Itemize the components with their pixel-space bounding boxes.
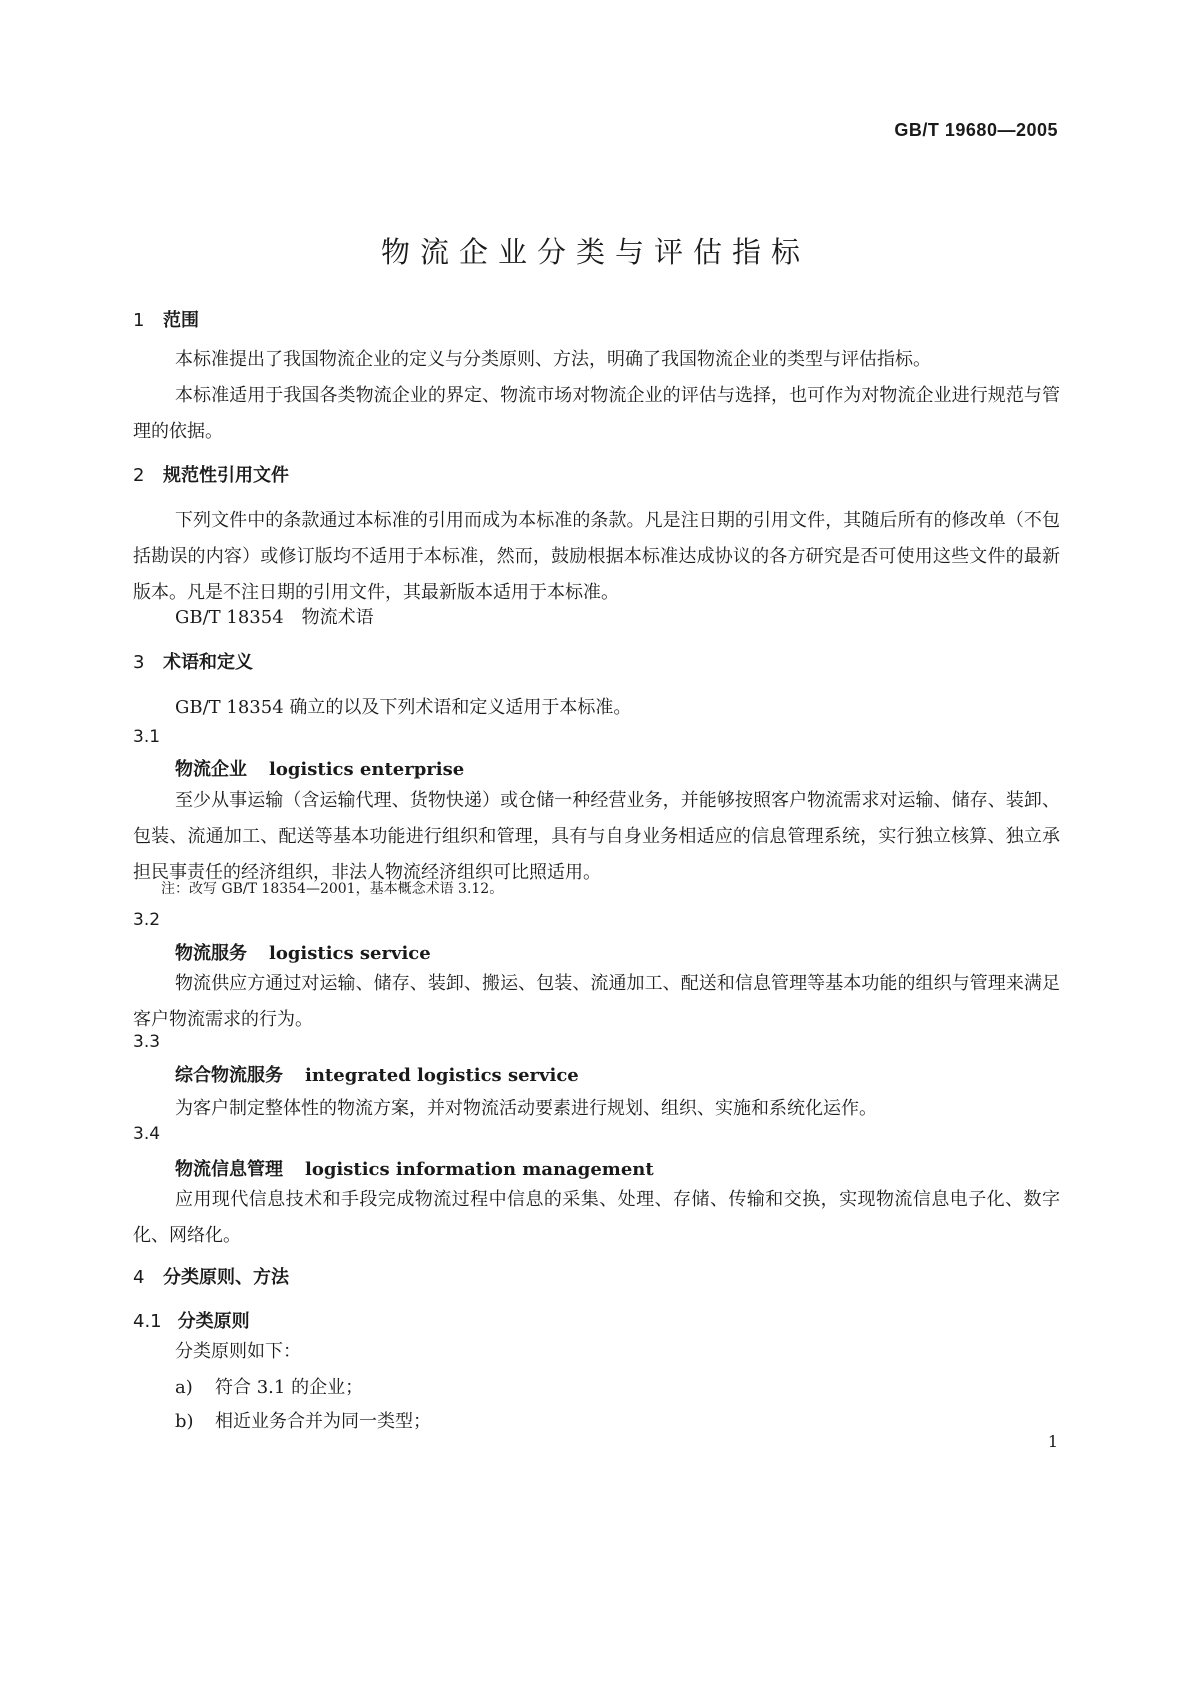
section-title: 范围 (163, 310, 199, 331)
term-en: integrated logistics service (305, 1065, 579, 1086)
section-number: 3 (133, 652, 145, 673)
term-zh: 物流信息管理 (175, 1159, 283, 1180)
section-title: 术语和定义 (163, 652, 253, 673)
paragraph: 分类原则如下： (175, 1341, 301, 1362)
subsection-number: 4.1 (133, 1311, 162, 1332)
note: 注：改写 GB/T 18354—2001，基本概念术语 3.12。 (161, 881, 504, 897)
standard-code: GB/T 19680—2005 (894, 120, 1058, 140)
term-en: logistics enterprise (269, 759, 465, 780)
paragraph: GB/T 18354 确立的以及下列术语和定义适用于本标准。 (175, 697, 632, 718)
term-number: 3.4 (133, 1124, 161, 1144)
term-number: 3.2 (133, 910, 161, 930)
section-heading-4 (133, 1263, 289, 1289)
term-definition: 为客户制定整体性的物流方案，并对物流活动要素进行规划、组织、实施和系统化运作。 (175, 1098, 877, 1119)
subsection-heading (133, 1307, 250, 1333)
term-heading (175, 1061, 579, 1087)
term-en: logistics service (269, 943, 431, 964)
section-heading-2 (133, 461, 289, 487)
list-item-text: 符合 3.1 的企业； (215, 1377, 364, 1398)
term-number: 3.1 (133, 727, 161, 747)
term-en: logistics information management (305, 1159, 654, 1180)
list-item (175, 1373, 363, 1399)
section-heading-3 (133, 648, 253, 674)
list-marker: b) (175, 1411, 194, 1432)
list-item-text: 相近业务合并为同一类型； (215, 1411, 431, 1432)
term-definition: 至少从事运输（含运输代理、货物快递）或仓储一种经营业务，并能够按照客户物流需求对运输、储存、装卸、包装、流通加工、配送等基本功能进行组织和管理，具有与自身业务相适应的信息管理系统，实行独立核算、独立承担民事责任的经济组织，非法人物流经济组织可比照适用。 (133, 790, 1060, 883)
term-heading (175, 755, 464, 781)
term-zh: 综合物流服务 (175, 1065, 283, 1086)
term-zh: 物流服务 (175, 943, 247, 964)
section-number: 2 (133, 465, 145, 486)
term-zh: 物流企业 (175, 759, 247, 780)
normative-reference: GB/T 18354 物流术语 (175, 607, 374, 628)
subsection-title: 分类原则 (177, 1311, 250, 1332)
term-number: 3.3 (133, 1032, 161, 1052)
section-heading-1 (133, 306, 199, 332)
paragraph: 下列文件中的条款通过本标准的引用而成为本标准的条款。凡是注日期的引用文件，其随后所有的修改单（不包括勘误的内容）或修订版均不适用于本标准，然而，鼓励根据本标准达成协议的各方研究是否可使用这些文件的最新版本。凡是不注日期的引用文件，其最新版本适用于本标准。 (133, 510, 1060, 603)
paragraph: 本标准适用于我国各类物流企业的界定、物流市场对物流企业的评估与选择，也可作为对物流企业进行规范与管理的依据。 (133, 385, 1060, 442)
paragraph: 本标准提出了我国物流企业的定义与分类原则、方法，明确了我国物流企业的类型与评估指标。 (175, 349, 931, 370)
term-definition: 物流供应方通过对运输、储存、装卸、搬运、包装、流通加工、配送和信息管理等基本功能的组织与管理来满足客户物流需求的行为。 (133, 973, 1060, 1030)
term-heading (175, 1155, 654, 1181)
term-definition: 应用现代信息技术和手段完成物流过程中信息的采集、处理、存储、传输和交换，实现物流信息电子化、数字化、网络化。 (133, 1189, 1060, 1246)
section-title: 规范性引用文件 (163, 465, 289, 486)
term-heading (175, 939, 431, 965)
section-number: 4 (133, 1267, 145, 1288)
page-title: 物流企业分类与评估指标 (380, 235, 810, 269)
list-item (175, 1407, 431, 1433)
page-number: 1 (1047, 1432, 1058, 1451)
section-number: 1 (133, 310, 145, 331)
section-title: 分类原则、方法 (163, 1267, 289, 1288)
list-marker: a) (175, 1377, 193, 1398)
